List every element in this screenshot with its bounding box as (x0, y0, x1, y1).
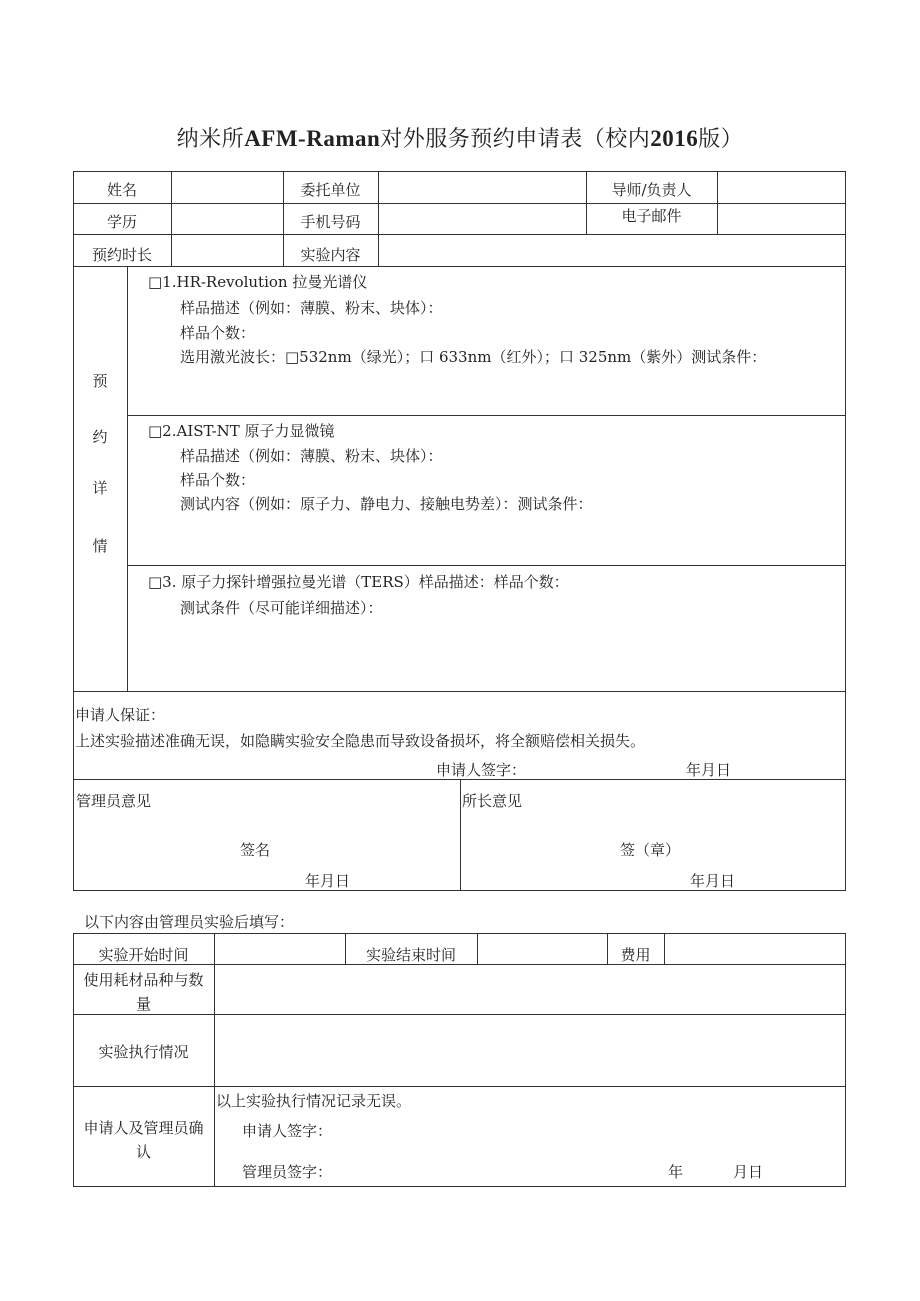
afm-sample-desc: 样品描述（例如：薄膜、粉末、块体）： (180, 447, 443, 465)
raman-option-checkbox[interactable]: □1.HR-Revolution 拉曼光谱仪 (148, 273, 368, 291)
details-side-char-2: 约 (92, 428, 108, 446)
start-time-field[interactable] (215, 934, 344, 963)
content-label: 实验内容 (300, 246, 361, 264)
execution-field[interactable] (215, 1015, 844, 1085)
details-side-char-1: 预 (92, 372, 108, 390)
details-side-char-4: 情 (92, 537, 108, 555)
phone-label: 手机号码 (300, 213, 361, 231)
end-time-label: 实验结束时间 (365, 946, 456, 964)
director-date: 年月日 (690, 872, 736, 890)
phone-field[interactable] (379, 204, 585, 233)
duration-field[interactable] (172, 235, 282, 265)
admin-opinion-label: 管理员意见 (76, 792, 152, 810)
director-sign-label: 签（章） (620, 841, 681, 859)
afm-option-checkbox[interactable]: □2.AIST-NT 原子力显微镜 (148, 422, 335, 440)
fee-field[interactable] (665, 934, 844, 963)
form-title: 纳米所AFM-Raman对外服务预约申请表（校内2016版） (176, 126, 744, 152)
confirm-statement: 以上实验执行情况记录无误。 (216, 1092, 412, 1110)
afm-sample-count: 样品个数： (180, 471, 256, 489)
consumables-field[interactable] (215, 965, 844, 1013)
director-opinion-label: 所长意见 (462, 792, 523, 810)
duration-label: 预约时长 (91, 246, 152, 264)
consumables-label-line1: 使用耗材品种与数 (83, 971, 204, 989)
email-label: 电子邮件 (621, 207, 682, 225)
unit-label: 委托单位 (300, 181, 361, 199)
execution-label: 实验执行情况 (98, 1043, 189, 1061)
raman-laser-options[interactable]: 选用激光波长：□532nm（绿光）；口 633nm（红外）；口 325nm（紫外）测试条件： (180, 348, 767, 366)
guarantee-text: 上述实验描述准确无误，如隐瞒实验安全隐患而导致设备损坏，将全额赔偿相关损失。 (75, 732, 646, 750)
confirm-label-line2: 认 (135, 1143, 151, 1161)
guarantee-sign: 申请人签字： (436, 761, 527, 779)
confirm-applicant-sign: 申请人签字： (242, 1122, 333, 1140)
advisor-label: 导师/负责人 (611, 181, 692, 199)
email-field[interactable] (718, 204, 844, 233)
details-side-char-3: 详 (92, 479, 108, 497)
unit-field[interactable] (379, 172, 585, 202)
name-field[interactable] (172, 172, 282, 202)
raman-sample-count: 样品个数： (180, 324, 256, 342)
guarantee-date: 年月日 (686, 761, 732, 779)
name-label: 姓名 (106, 181, 137, 199)
education-label: 学历 (106, 213, 137, 231)
end-time-field[interactable] (478, 934, 606, 963)
advisor-field[interactable] (718, 172, 844, 202)
consumables-label-line2: 量 (135, 995, 151, 1013)
admin-sign-label: 签名 (240, 841, 271, 859)
raman-sample-desc: 样品描述（例如：薄膜、粉末、块体）： (180, 299, 443, 317)
afm-test-content: 测试内容（例如：原子力、静电力、接触电势差）：测试条件： (180, 495, 593, 513)
post-note: 以下内容由管理员实验后填写： (84, 913, 295, 931)
confirm-label-line1: 申请人及管理员确 (83, 1119, 204, 1137)
content-field[interactable] (379, 235, 844, 265)
start-time-label: 实验开始时间 (98, 946, 189, 964)
confirm-admin-sign: 管理员签字： (242, 1163, 333, 1181)
confirm-month-day: 月日 (733, 1163, 764, 1181)
confirm-year: 年 (668, 1163, 684, 1181)
ters-option-checkbox[interactable]: □3. 原子力探针增强拉曼光谱（TERS）样品描述：样品个数： (148, 573, 569, 591)
education-field[interactable] (172, 204, 282, 233)
fee-label: 费用 (620, 946, 651, 964)
guarantee-heading: 申请人保证： (75, 706, 166, 724)
ters-conditions: 测试条件（尽可能详细描述）： (180, 599, 383, 617)
admin-date: 年月日 (305, 872, 351, 890)
